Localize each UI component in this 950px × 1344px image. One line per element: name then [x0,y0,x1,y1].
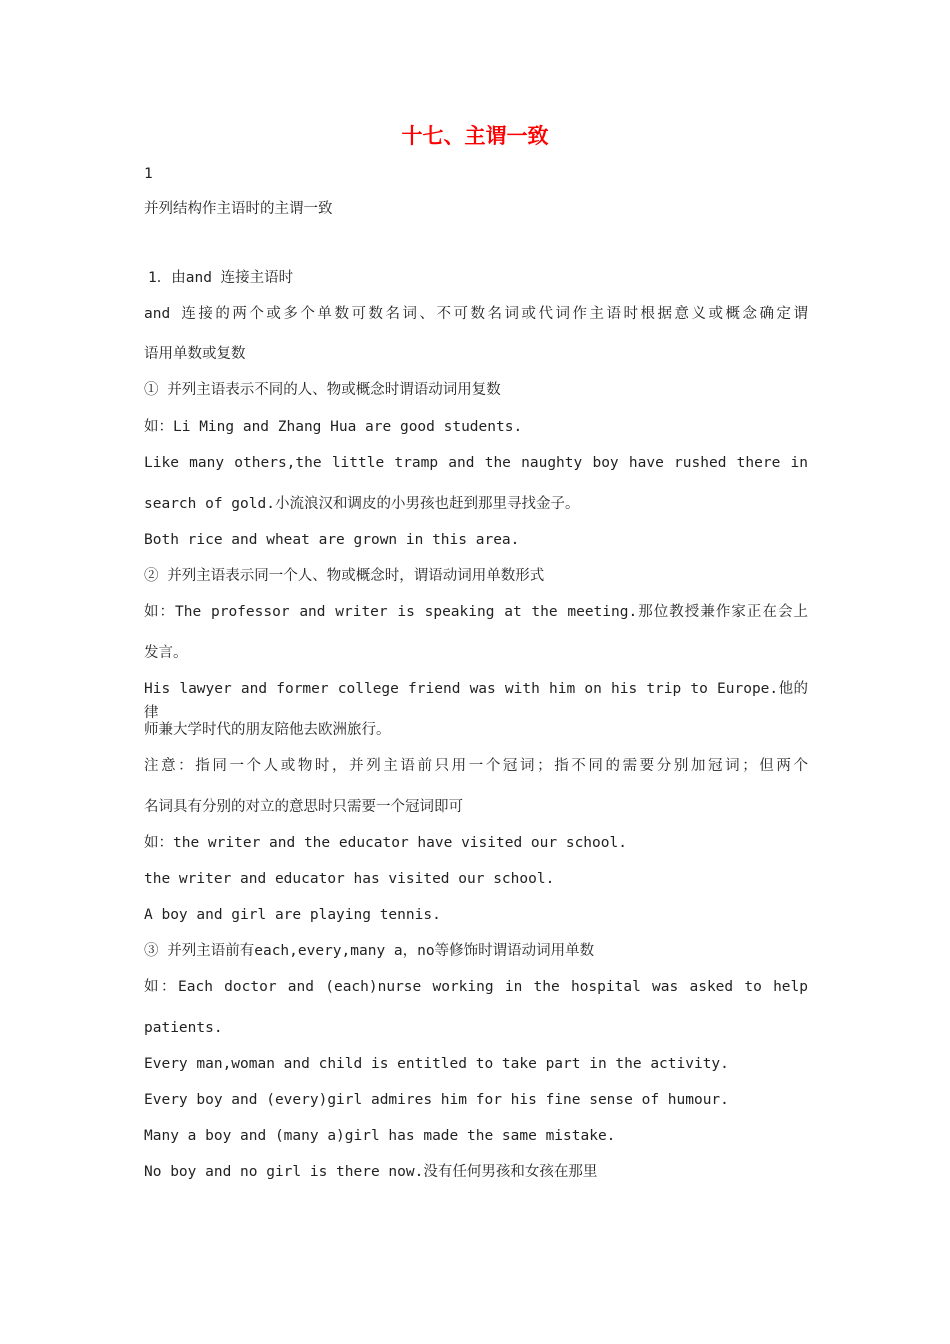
example-line: 如：the writer and the educator have visited our school. [144,835,627,851]
example-line: Every boy and (every)girl admires him for his fine sense of humour. [144,1092,729,1108]
rule-heading: ② 并列主语表示同一个人、物或概念时，谓语动词用单数形式 [144,568,545,584]
subsection-heading: 1．由and 连接主语时 [148,270,294,286]
example-line: Many a boy and (many a)girl has made the same mistake. [144,1128,616,1144]
example-line: 师兼大学时代的朋友陪他去欧洲旅行。 [144,722,391,738]
example-line: Every man,woman and child is entitled to take part in the activity. [144,1056,729,1072]
paragraph-line: 语用单数或复数 [144,346,246,362]
example-line: Like many others,the little tramp and the naughty boy have rushed there in [144,455,808,471]
example-line: 发言。 [144,645,188,661]
page-title: 十七、主谓一致 [401,123,549,148]
paragraph-line: and 连接的两个或多个单数可数名词、不可数名词或代词作主语时根据意义或概念确定谓 [144,306,808,322]
note-line: 名词具有分别的对立的意思时只需要一个冠词即可 [144,799,463,815]
note-line: 注意：指同一个人或物时，并列主语前只用一个冠词；指不同的需要分别加冠词；但两个 [144,758,808,774]
example-line: 如：The professor and writer is speaking at the meeting.那位教授兼作家正在会上 [144,604,808,620]
example-line: A boy and girl are playing tennis. [144,907,441,923]
example-line: patients. [144,1020,223,1036]
rule-heading: ① 并列主语表示不同的人、物或概念时谓语动词用复数 [144,382,501,398]
example-line: No boy and no girl is there now.没有任何男孩和女孩在那里 [144,1164,598,1180]
example-line: search of gold.小流浪汉和调皮的小男孩也赶到那里寻找金子。 [144,496,580,512]
example-line: the writer and educator has visited our school. [144,871,555,887]
rule-heading: ③ 并列主语前有each,every,many a，no等修饰时谓语动词用单数 [144,943,595,959]
section-number: 1 [144,166,153,182]
example-line: His lawyer and former college friend was with him on his trip to Europe.他的律 [144,681,808,721]
example-line: 如：Each doctor and (each)nurse working in the hospital was asked to help [144,979,808,995]
example-line: 如：Li Ming and Zhang Hua are good students. [144,419,523,435]
section-heading: 并列结构作主语时的主谓一致 [144,201,333,217]
example-line: Both rice and wheat are grown in this area. [144,532,520,548]
